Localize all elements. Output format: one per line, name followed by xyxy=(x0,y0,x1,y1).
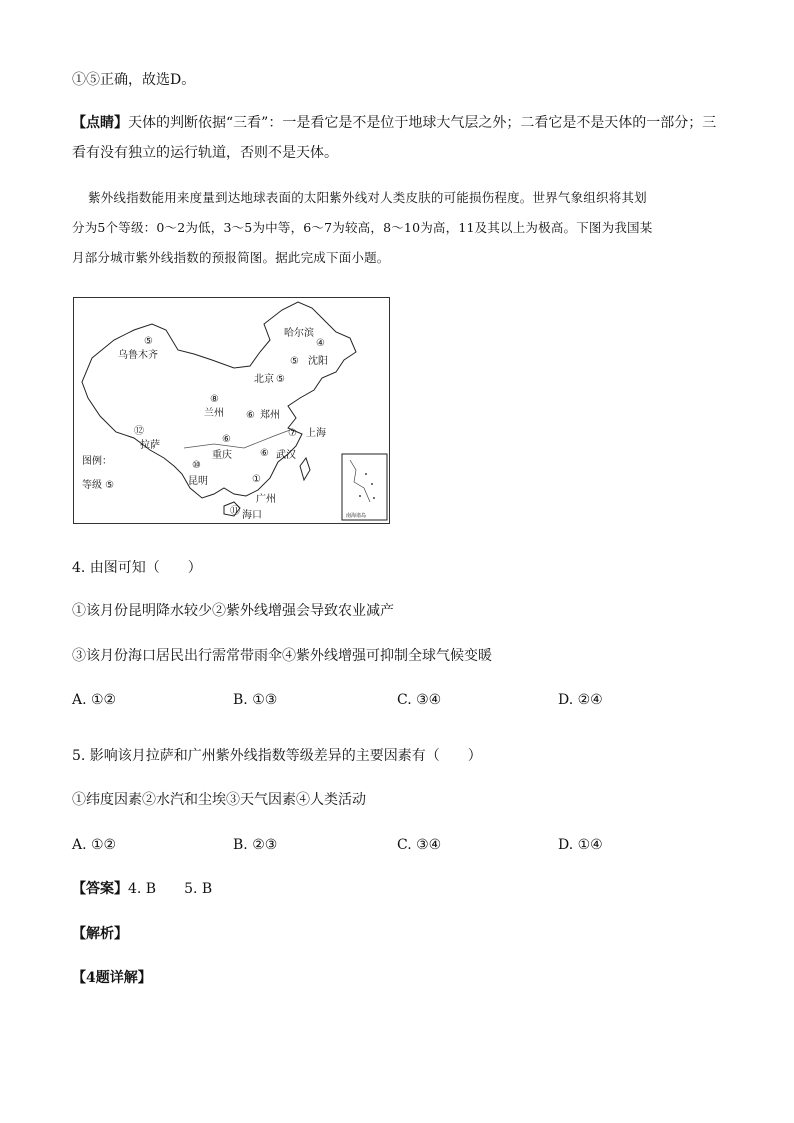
level-shenyang: ⑤ xyxy=(290,356,299,367)
legend-title: 图例： xyxy=(82,456,112,467)
city-wuhan: 武汉 xyxy=(276,450,296,461)
q4-choice-a[interactable]: A. ①② xyxy=(72,692,117,708)
tip-text-1: 天体的判断依据“三看”：一是看它是不是位于地球大气层之外；二看它是不是天体的一部分；三 xyxy=(128,115,717,131)
answer-label: 【答案】 xyxy=(72,881,128,897)
city-urumqi: 乌鲁木齐 xyxy=(118,350,158,361)
q5-options-line-1: ①纬度因素②水汽和尘埃③天气因素④人类活动 xyxy=(72,792,366,808)
q5-choice-a[interactable]: A. ①② xyxy=(72,837,117,853)
level-beijing: ⑤ xyxy=(276,374,285,385)
q5-choice-d[interactable]: D. ①④ xyxy=(558,837,603,853)
city-chongqing: 重庆 xyxy=(212,450,232,461)
uv-index-map xyxy=(73,297,390,524)
analysis-label: 【解析】 xyxy=(72,926,128,942)
passage-line-2: 分为5个等级：0～2为低，3～5为中等，6～7为较高，8～10为高，11及其以上为极高。下图为我国某 xyxy=(72,220,653,235)
city-guangzhou: 广州 xyxy=(256,494,276,505)
tip-label: 【点睛】 xyxy=(72,115,128,131)
level-urumqi: ⑤ xyxy=(144,336,153,347)
inset-label: 南海诸岛 xyxy=(346,513,367,519)
q4-options-line-1: ①该月份昆明降水较少②紫外线增强会导致农业减产 xyxy=(72,603,394,619)
tip-line-1 xyxy=(72,113,716,133)
city-lanzhou: 兰州 xyxy=(204,408,224,419)
q4-choice-d[interactable]: D. ②④ xyxy=(558,692,603,708)
tip-line-2: 看有没有独立的运行轨道，否则不是天体。 xyxy=(72,145,338,161)
city-shenyang: 沈阳 xyxy=(308,356,328,367)
detail-label: 【4题详解】 xyxy=(72,970,152,986)
level-wuhan: ⑥ xyxy=(260,448,269,459)
q4-choice-b[interactable]: B. ①③ xyxy=(233,692,278,708)
q5-choice-c[interactable]: C. ③④ xyxy=(397,837,442,853)
q4-options-line-2: ③该月份海口居民出行需常带雨伞④紫外线增强可抑制全球气候变暖 xyxy=(72,648,492,664)
level-lhasa: ⑫ xyxy=(134,426,144,437)
city-shanghai: 上海 xyxy=(306,428,326,439)
china-map-outline xyxy=(74,298,389,523)
q5-stem: 5. 影响该月拉萨和广州紫外线指数等级差异的主要因素有（ ） xyxy=(72,748,482,764)
level-zhengzhou: ⑥ xyxy=(246,410,255,421)
city-zhengzhou: 郑州 xyxy=(260,410,280,421)
previous-answer: ①⑤正确，故选D。 xyxy=(72,72,196,88)
level-lanzhou: ⑧ xyxy=(210,394,219,405)
q5-choice-b[interactable]: B. ②③ xyxy=(233,837,278,853)
level-harbin: ④ xyxy=(316,338,325,349)
passage-line-3: 月部分城市紫外线指数的预报简图。据此完成下面小题。 xyxy=(72,250,390,265)
city-harbin: 哈尔滨 xyxy=(284,328,314,339)
level-guangzhou: ① xyxy=(252,474,261,485)
city-lhasa: 拉萨 xyxy=(140,440,160,451)
level-kunming: ⑩ xyxy=(192,460,201,471)
legend-item: 等级 ⑤ xyxy=(82,480,115,491)
level-haikou: ⑪ xyxy=(230,506,240,517)
city-haikou: 海口 xyxy=(242,510,262,521)
city-beijing: 北京 xyxy=(254,374,274,385)
level-chongqing: ⑥ xyxy=(222,434,231,445)
q4-stem: 4. 由图可知（ ） xyxy=(72,560,202,576)
q4-choice-c[interactable]: C. ③④ xyxy=(397,692,442,708)
passage-line-1: 紫外线指数能用来度量到达地球表面的太阳紫外线对人类皮肤的可能损伤程度。世界气象组织将其划 xyxy=(88,190,647,205)
city-kunming: 昆明 xyxy=(188,476,208,487)
level-shanghai: ⑦ xyxy=(288,428,297,439)
answer-line xyxy=(72,879,212,899)
answer-text: 4. B 5. B xyxy=(128,881,213,897)
